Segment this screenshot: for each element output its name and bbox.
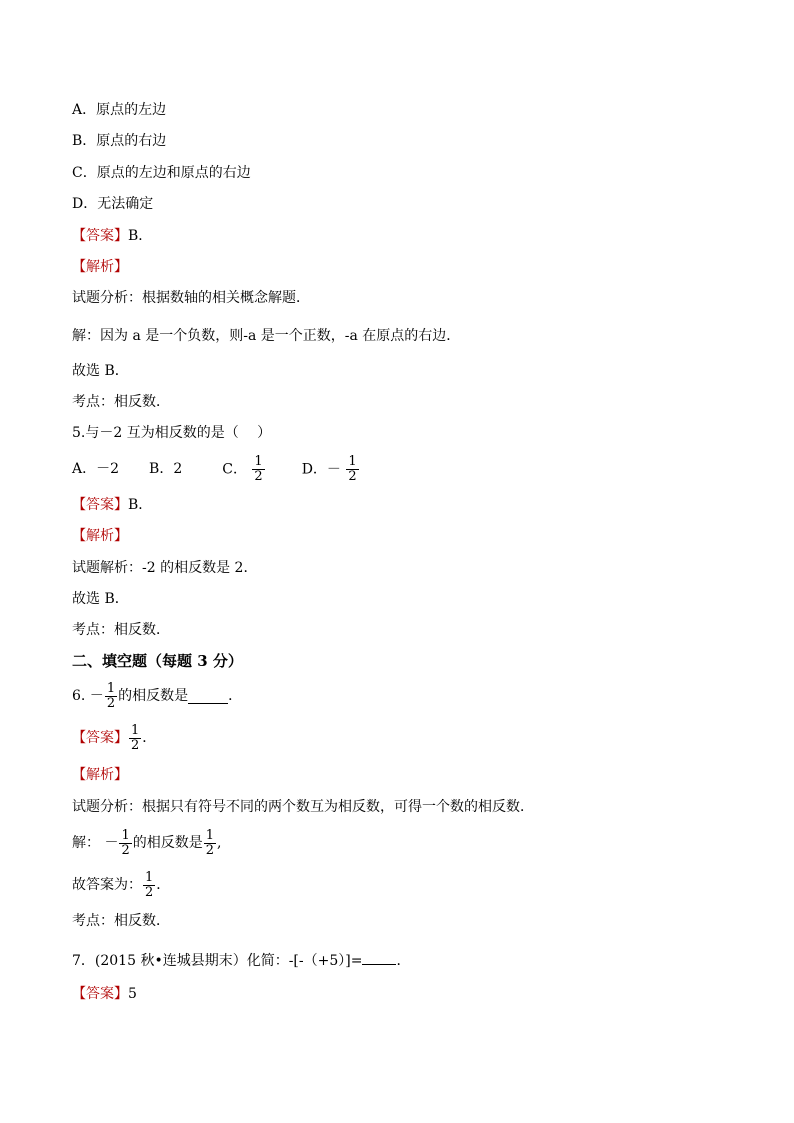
q6-analysis: 试题分析：根据只有符号不同的两个数互为相反数，可得一个数的相反数． <box>72 799 534 815</box>
q6-analysis-label: 【解析】 <box>72 767 128 783</box>
answer-value: B． <box>128 228 153 244</box>
q4-answer <box>72 226 152 246</box>
q4-analysis-label: 【解析】 <box>72 259 128 275</box>
q6-answer: 【答案】 $\frac{1}{2}$ ． <box>72 722 157 753</box>
q5-answer <box>72 495 152 515</box>
option-b: B．原点的右边 <box>72 133 167 149</box>
q5-choice: 故选 B． <box>72 591 129 607</box>
answer-label: 【答案】 <box>72 497 128 513</box>
section-title: 二、填空题（每题 3 分） <box>72 652 243 670</box>
answer-value: B． <box>128 497 153 513</box>
option-c: C．原点的左边和原点的右边 <box>72 165 251 181</box>
q5-analysis-label: 【解析】 <box>72 528 128 544</box>
q5-options <box>72 449 360 489</box>
q5-option-a: A．－2 <box>72 461 120 477</box>
q4-analysis: 试题分析：根据数轴的相关概念解题． <box>72 290 310 306</box>
q7-answer <box>72 984 137 1004</box>
answer-label: 【答案】 <box>72 986 128 1002</box>
q5-option-d: D．－ $\frac{1}{2}$ <box>301 453 357 484</box>
answer-value: 5 <box>128 986 137 1002</box>
q6-stem: 6. － $\frac{1}{2}$ 的相反数是 ． <box>72 680 243 711</box>
q4-solution: 解：因为 a 是一个负数，则-a 是一个正数，-a 在原点的右边． <box>72 328 461 344</box>
fraction: $\frac{1}{2}$ <box>131 722 140 753</box>
q6-point: 考点：相反数． <box>72 913 170 929</box>
fraction: $\frac{1}{2}$ <box>121 827 130 858</box>
answer-label: 【答案】 <box>72 730 128 746</box>
q5-stem: 5.与－2 互为相反数的是（ ） <box>72 425 272 441</box>
answer-blank <box>362 950 396 965</box>
q5-analysis: 试题解析：-2 的相反数是 2． <box>72 560 258 576</box>
q4-point: 考点：相反数． <box>72 394 170 410</box>
fraction: $\frac{1}{2}$ <box>106 680 116 711</box>
q5-point: 考点：相反数． <box>72 622 170 638</box>
option-d: D．无法确定 <box>72 196 154 212</box>
q5-option-b: B．2 <box>149 461 183 477</box>
q4-choice: 故选 B． <box>72 363 129 379</box>
answer-blank <box>188 689 228 704</box>
q7-stem: 7．(2015 秋•连城县期末）化简：-[-（+5）]= ． <box>72 950 410 971</box>
option-a: A．原点的左边 <box>72 102 167 118</box>
fraction: $\frac{1}{2}$ <box>254 453 263 484</box>
q6-final: 故答案为： $\frac{1}{2}$ ． <box>72 869 171 900</box>
fraction: $\frac{1}{2}$ <box>145 869 154 900</box>
answer-label: 【答案】 <box>72 228 128 244</box>
fraction: $\frac{1}{2}$ <box>205 827 215 858</box>
q6-solution: 解： － $\frac{1}{2}$ 的相反数是 $\frac{1}{2}$ , <box>72 827 222 858</box>
fraction: $\frac{1}{2}$ <box>348 453 357 484</box>
q5-option-c: C． $\frac{1}{2}$ <box>222 453 263 484</box>
